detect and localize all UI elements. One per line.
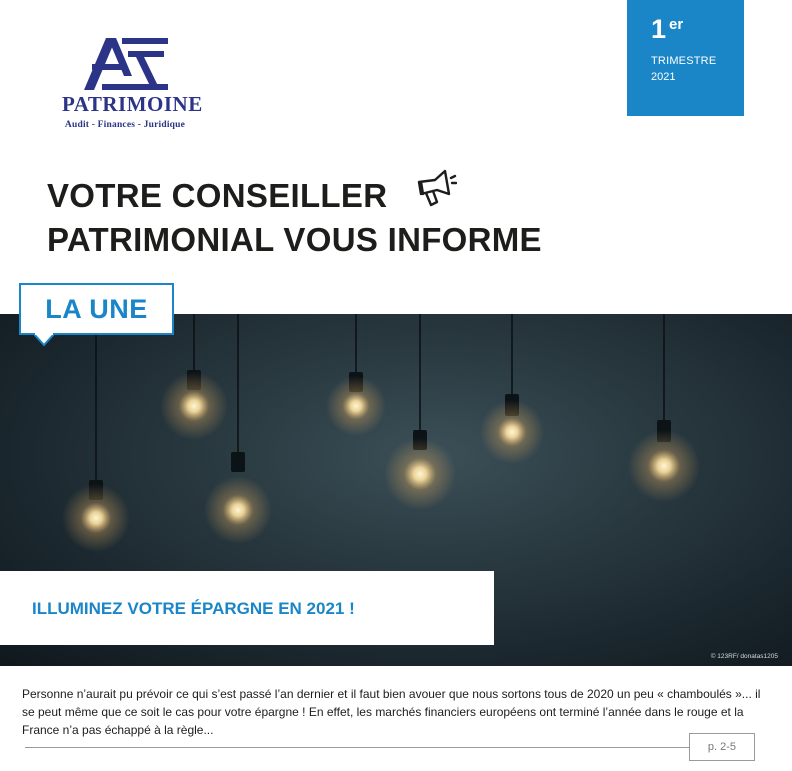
title-line-2: PATRIMONIAL VOUS INFORME [47, 221, 542, 258]
article-title: ILLUMINEZ VOTRE ÉPARGNE EN 2021 ! [32, 599, 355, 618]
article-intro: Personne n’aurait pu prévoir ce qui s’est passé l’an dernier et il faut bien avouer que nous sortons tous de 2020 un peu « chamboulés »... il se peut même que ce soit le cas pour votre épargne ! En effet, les marchés financiers européens ont terminé l’année dans le rouge et la France n’a pas échappé à la règle... [22, 687, 761, 737]
section-tag-pointer [32, 333, 56, 347]
photo-credit: © 123RF/ donatas1205 [710, 653, 778, 660]
logo-tagline: Audit - Finances - Juridique [64, 120, 186, 130]
issue-number: 1 [651, 14, 667, 44]
issue-label: TRIMESTRE [651, 55, 717, 67]
page-reference[interactable]: p. 2-5 [689, 733, 755, 761]
issue-year: 2021 [651, 71, 676, 83]
divider [25, 747, 690, 748]
title-line-1: VOTRE CONSEILLER [47, 177, 388, 214]
page-title [47, 174, 542, 262]
section-tag-label: LA UNE [45, 294, 148, 324]
article-title-box [0, 571, 494, 645]
company-logo [62, 30, 203, 140]
issue-superscript: er [669, 16, 684, 33]
section-tag [19, 283, 174, 335]
logo-name: PATRIMOINE [62, 92, 203, 116]
issue-badge [627, 0, 744, 116]
logo-mark [82, 36, 172, 92]
megaphone-icon [413, 168, 457, 208]
